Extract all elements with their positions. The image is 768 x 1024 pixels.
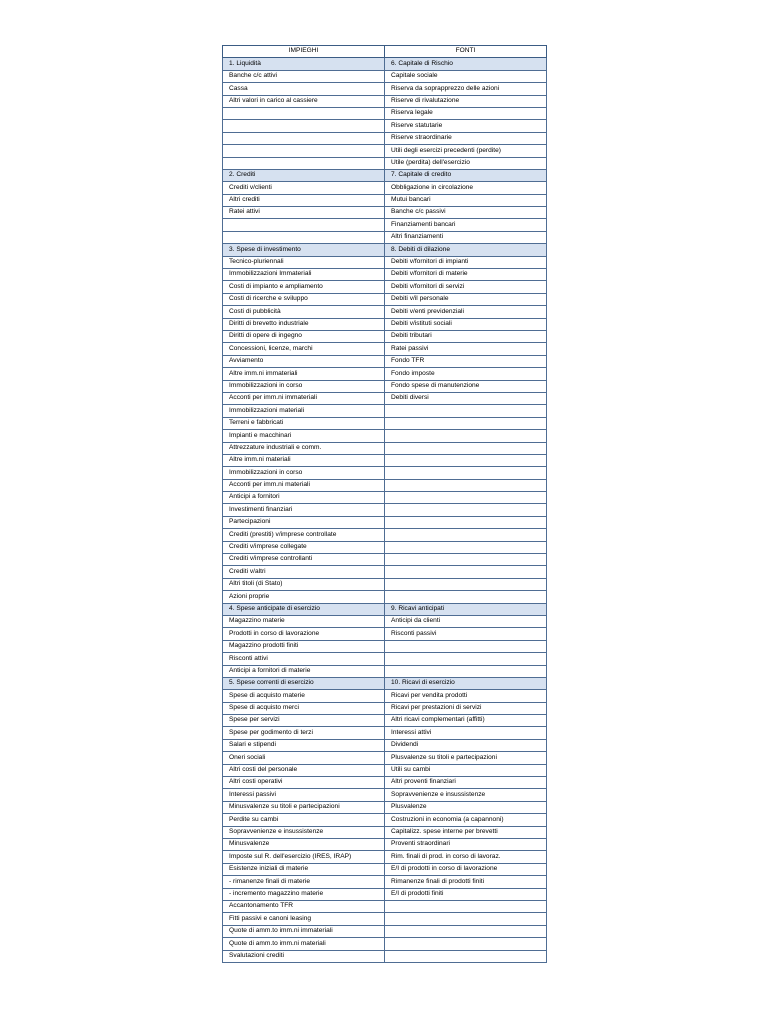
- table-row: [223, 355, 547, 367]
- table-body: [223, 46, 547, 963]
- table-row: [223, 504, 547, 516]
- table-row: [223, 826, 547, 838]
- fonti-cell: Altri ricavi complementari (affitti): [385, 715, 547, 727]
- impieghi-cell: Investimenti finanziari: [223, 504, 385, 516]
- impieghi-cell: Crediti v/altri: [223, 566, 385, 578]
- table-row: [223, 219, 547, 231]
- table-row: [223, 430, 547, 442]
- impieghi-cell: Crediti (prestiti) v/imprese controllate: [223, 529, 385, 541]
- fonti-cell: Fondo TFR: [385, 355, 547, 367]
- table-row: [223, 715, 547, 727]
- fonti-cell: E/I di prodotti finiti: [385, 888, 547, 900]
- impieghi-cell: Crediti v/clienti: [223, 182, 385, 194]
- fonti-cell: Rimanenze finali di prodotti finiti: [385, 876, 547, 888]
- table-row: [223, 293, 547, 305]
- table-row: [223, 851, 547, 863]
- impieghi-cell: Tecnico-pluriennali: [223, 256, 385, 268]
- fonti-cell: Rim. finali di prod. in corso di lavoraz.: [385, 851, 547, 863]
- table-row: [223, 269, 547, 281]
- impieghi-cell: Fitti passivi e canoni leasing: [223, 913, 385, 925]
- impieghi-cell: Altri titoli (di Stato): [223, 578, 385, 590]
- table-row: [223, 764, 547, 776]
- table-row: [223, 839, 547, 851]
- fonti-cell: [385, 430, 547, 442]
- fonti-cell: Fondo spese di manutenzione: [385, 380, 547, 392]
- table-row: [223, 442, 547, 454]
- table-row: [223, 888, 547, 900]
- fonti-cell: Riserva legale: [385, 107, 547, 119]
- fonti-cell: Plusvalenze: [385, 801, 547, 813]
- table-row: [223, 863, 547, 875]
- table-row: [223, 876, 547, 888]
- impieghi-cell: Imposte sul R. dell'esercizio (IRES, IRAP): [223, 851, 385, 863]
- table-row: [223, 777, 547, 789]
- table-row: [223, 207, 547, 219]
- fonti-cell: [385, 405, 547, 417]
- table-row: [223, 107, 547, 119]
- fonti-cell: Riserve straordinarie: [385, 132, 547, 144]
- impieghi-cell: Concessioni, licenze, marchi: [223, 343, 385, 355]
- table-row: [223, 615, 547, 627]
- fonti-cell: [385, 938, 547, 950]
- impieghi-cell: Esistenze iniziali di materie: [223, 863, 385, 875]
- impieghi-cell: Minusvalenze: [223, 839, 385, 851]
- impieghi-cell: Immobilizzazioni Immateriali: [223, 269, 385, 281]
- fonti-cell: Altri proventi finanziari: [385, 777, 547, 789]
- fonti-section-header: 7. Capitale di credito: [385, 169, 547, 181]
- table-row: [223, 516, 547, 528]
- fonti-cell: Ricavi per vendita prodotti: [385, 690, 547, 702]
- table-row: [223, 343, 547, 355]
- table-row: [223, 231, 547, 243]
- impieghi-section-header: 3. Spese di investimento: [223, 244, 385, 256]
- fonti-cell: [385, 925, 547, 937]
- impieghi-cell: Banche c/c attivi: [223, 70, 385, 82]
- impieghi-cell: Risconti attivi: [223, 653, 385, 665]
- table-row: [223, 529, 547, 541]
- table-row: [223, 950, 547, 962]
- impieghi-cell: Partecipazioni: [223, 516, 385, 528]
- table-row: [223, 120, 547, 132]
- fonti-section-header: 6. Capitale di Rischio: [385, 58, 547, 70]
- impieghi-fonti-table: [222, 45, 547, 963]
- fonti-cell: [385, 479, 547, 491]
- impieghi-cell: Magazzino prodotti finiti: [223, 640, 385, 652]
- table-row: [223, 591, 547, 603]
- fonti-cell: Proventi straordinari: [385, 839, 547, 851]
- impieghi-cell: Immobilizzazioni in corso: [223, 380, 385, 392]
- table-row: [223, 938, 547, 950]
- fonti-cell: [385, 640, 547, 652]
- fonti-cell: Debiti v/il personale: [385, 293, 547, 305]
- impieghi-cell: Spese per servizi: [223, 715, 385, 727]
- table-row: [223, 256, 547, 268]
- table-row: [223, 801, 547, 813]
- fonti-cell: Capitalizz. spese interne per brevetti: [385, 826, 547, 838]
- impieghi-cell: Ratei attivi: [223, 207, 385, 219]
- impieghi-section-header: 4. Spese anticipate di esercizio: [223, 603, 385, 615]
- table-row: [223, 194, 547, 206]
- impieghi-cell: [223, 145, 385, 157]
- fonti-cell: Utili su cambi: [385, 764, 547, 776]
- impieghi-cell: Spese di acquisto materie: [223, 690, 385, 702]
- impieghi-cell: Crediti v/imprese controllanti: [223, 554, 385, 566]
- impieghi-cell: Impianti e macchinari: [223, 430, 385, 442]
- impieghi-cell: Acconti per imm.ni materiali: [223, 479, 385, 491]
- table-row: [223, 603, 547, 615]
- impieghi-cell: Altri costi del personale: [223, 764, 385, 776]
- impieghi-cell: Altri crediti: [223, 194, 385, 206]
- impieghi-cell: Accantonamento TFR: [223, 900, 385, 912]
- fonti-cell: Interessi attivi: [385, 727, 547, 739]
- header-row: [223, 46, 547, 58]
- fonti-cell: [385, 516, 547, 528]
- table-row: [223, 578, 547, 590]
- impieghi-cell: Costi di ricerche e sviluppo: [223, 293, 385, 305]
- impieghi-cell: Attrezzature industriali e comm.: [223, 442, 385, 454]
- impieghi-cell: Altri valori in carico al cassiere: [223, 95, 385, 107]
- fonti-cell: Debiti v/istituti sociali: [385, 318, 547, 330]
- table-row: [223, 628, 547, 640]
- table-row: [223, 417, 547, 429]
- impieghi-cell: Altre imm.ni materiali: [223, 454, 385, 466]
- table-row: [223, 566, 547, 578]
- impieghi-cell: Immobilizzazioni in corso: [223, 467, 385, 479]
- table-row: [223, 392, 547, 404]
- table-row: [223, 467, 547, 479]
- impieghi-cell: Anticipi a fornitori: [223, 492, 385, 504]
- table-row: [223, 752, 547, 764]
- impieghi-cell: Cassa: [223, 83, 385, 95]
- impieghi-cell: Magazzino materie: [223, 615, 385, 627]
- impieghi-cell: Svalutazioni crediti: [223, 950, 385, 962]
- impieghi-cell: Costi di pubblicità: [223, 306, 385, 318]
- impieghi-cell: Acconti per imm.ni immateriali: [223, 392, 385, 404]
- fonti-cell: [385, 913, 547, 925]
- impieghi-cell: Spese per godimento di terzi: [223, 727, 385, 739]
- table-row: [223, 814, 547, 826]
- impieghi-cell: [223, 231, 385, 243]
- table-row: [223, 702, 547, 714]
- fonti-cell: Debiti diversi: [385, 392, 547, 404]
- fonti-cell: Riserve di rivalutazione: [385, 95, 547, 107]
- fonti-cell: [385, 665, 547, 677]
- table-row: [223, 405, 547, 417]
- fonti-cell: [385, 417, 547, 429]
- fonti-cell: Debiti v/fornitori di impianti: [385, 256, 547, 268]
- table-row: [223, 70, 547, 82]
- impieghi-cell: Costi di impianto e ampliamento: [223, 281, 385, 293]
- table-row: [223, 554, 547, 566]
- fonti-cell: Riserve statutarie: [385, 120, 547, 132]
- table-row: [223, 380, 547, 392]
- fonti-cell: Utile (perdita) dell'esercizio: [385, 157, 547, 169]
- fonti-cell: Finanziamenti bancari: [385, 219, 547, 231]
- impieghi-cell: Sopravvenienze e insussistenze: [223, 826, 385, 838]
- impieghi-cell: Oneri sociali: [223, 752, 385, 764]
- fonti-cell: [385, 591, 547, 603]
- fonti-cell: [385, 653, 547, 665]
- fonti-cell: [385, 529, 547, 541]
- impieghi-cell: Quote di amm.to imm.ni immateriali: [223, 925, 385, 937]
- fonti-cell: Anticipi da clienti: [385, 615, 547, 627]
- fonti-cell: Banche c/c passivi: [385, 207, 547, 219]
- fonti-cell: Plusvalenze su titoli e partecipazioni: [385, 752, 547, 764]
- impieghi-cell: Quote di amm.to imm.ni materiali: [223, 938, 385, 950]
- fonti-cell: Debiti v/fornitori di servizi: [385, 281, 547, 293]
- table-row: [223, 58, 547, 70]
- table-row: [223, 492, 547, 504]
- table-row: [223, 281, 547, 293]
- table-row: [223, 913, 547, 925]
- impieghi-section-header: 1. Liquidità: [223, 58, 385, 70]
- table-row: [223, 132, 547, 144]
- fonti-cell: Dividendi: [385, 739, 547, 751]
- impieghi-cell: Anticipi a fornitori di materie: [223, 665, 385, 677]
- impieghi-cell: Interessi passivi: [223, 789, 385, 801]
- fonti-cell: Risconti passivi: [385, 628, 547, 640]
- fonti-cell: Altri finanziamenti: [385, 231, 547, 243]
- fonti-cell: [385, 900, 547, 912]
- impieghi-cell: Azioni proprie: [223, 591, 385, 603]
- header-impieghi: IMPIEGHI: [223, 46, 385, 58]
- fonti-cell: Riserva da soprapprezzo delle azioni: [385, 83, 547, 95]
- table-row: [223, 454, 547, 466]
- table-row: [223, 925, 547, 937]
- fonti-cell: Debiti tributari: [385, 330, 547, 342]
- fonti-section-header: 9. Ricavi anticipati: [385, 603, 547, 615]
- impieghi-cell: - incremento magazzino materie: [223, 888, 385, 900]
- impieghi-cell: Altre imm.ni immateriali: [223, 368, 385, 380]
- fonti-cell: Mutui bancari: [385, 194, 547, 206]
- fonti-section-header: 10. Ricavi di esercizio: [385, 677, 547, 689]
- fonti-cell: [385, 442, 547, 454]
- fonti-cell: [385, 454, 547, 466]
- fonti-cell: Sopravvenienze e insussistenze: [385, 789, 547, 801]
- impieghi-cell: Spese di acquisto merci: [223, 702, 385, 714]
- fonti-cell: [385, 554, 547, 566]
- fonti-cell: Costruzioni in economia (a capannoni): [385, 814, 547, 826]
- header-fonti: FONTI: [385, 46, 547, 58]
- table-row: [223, 653, 547, 665]
- fonti-cell: [385, 504, 547, 516]
- fonti-cell: Debiti v/enti previdenziali: [385, 306, 547, 318]
- table-row: [223, 677, 547, 689]
- table-row: [223, 169, 547, 181]
- impieghi-cell: Prodotti in corso di lavorazione: [223, 628, 385, 640]
- table-row: [223, 690, 547, 702]
- table-row: [223, 665, 547, 677]
- fonti-cell: [385, 950, 547, 962]
- fonti-section-header: 8. Debiti di dilazione: [385, 244, 547, 256]
- fonti-cell: Fondo imposte: [385, 368, 547, 380]
- impieghi-cell: Altri costi operativi: [223, 777, 385, 789]
- table-row: [223, 479, 547, 491]
- table-row: [223, 145, 547, 157]
- fonti-cell: [385, 578, 547, 590]
- fonti-cell: [385, 467, 547, 479]
- fonti-cell: E/I di prodotti in corso di lavorazione: [385, 863, 547, 875]
- impieghi-section-header: 5. Spese correnti di esercizio: [223, 677, 385, 689]
- impieghi-cell: [223, 107, 385, 119]
- table-row: [223, 182, 547, 194]
- fonti-cell: Debiti v/fornitori di materie: [385, 269, 547, 281]
- table-row: [223, 318, 547, 330]
- impieghi-cell: Diritti di opere di ingegno: [223, 330, 385, 342]
- table-row: [223, 244, 547, 256]
- table-row: [223, 727, 547, 739]
- impieghi-cell: Immobilizzazioni materiali: [223, 405, 385, 417]
- fonti-cell: Ratei passivi: [385, 343, 547, 355]
- table-row: [223, 739, 547, 751]
- table-row: [223, 541, 547, 553]
- impieghi-cell: [223, 157, 385, 169]
- impieghi-cell: Diritti di brevetto industriale: [223, 318, 385, 330]
- impieghi-cell: [223, 120, 385, 132]
- table-row: [223, 95, 547, 107]
- impieghi-cell: Salari e stipendi: [223, 739, 385, 751]
- impieghi-cell: [223, 219, 385, 231]
- table-row: [223, 330, 547, 342]
- table-row: [223, 900, 547, 912]
- table-row: [223, 789, 547, 801]
- impieghi-section-header: 2. Crediti: [223, 169, 385, 181]
- fonti-cell: Obbligazione in circolazione: [385, 182, 547, 194]
- table-row: [223, 368, 547, 380]
- impieghi-cell: Terreni e fabbricati: [223, 417, 385, 429]
- impieghi-cell: [223, 132, 385, 144]
- fonti-cell: [385, 541, 547, 553]
- impieghi-cell: Crediti v/imprese collegate: [223, 541, 385, 553]
- fonti-cell: Ricavi per prestazioni di servizi: [385, 702, 547, 714]
- table-row: [223, 306, 547, 318]
- table-row: [223, 640, 547, 652]
- table-row: [223, 83, 547, 95]
- fonti-cell: Capitale sociale: [385, 70, 547, 82]
- table-row: [223, 157, 547, 169]
- impieghi-cell: Perdite su cambi: [223, 814, 385, 826]
- impieghi-cell: Avviamento: [223, 355, 385, 367]
- impieghi-cell: - rimanenze finali di materie: [223, 876, 385, 888]
- fonti-cell: [385, 566, 547, 578]
- fonti-cell: Utili degli esercizi precedenti (perdite): [385, 145, 547, 157]
- impieghi-cell: Minusvalenze su titoli e partecipazioni: [223, 801, 385, 813]
- fonti-cell: [385, 492, 547, 504]
